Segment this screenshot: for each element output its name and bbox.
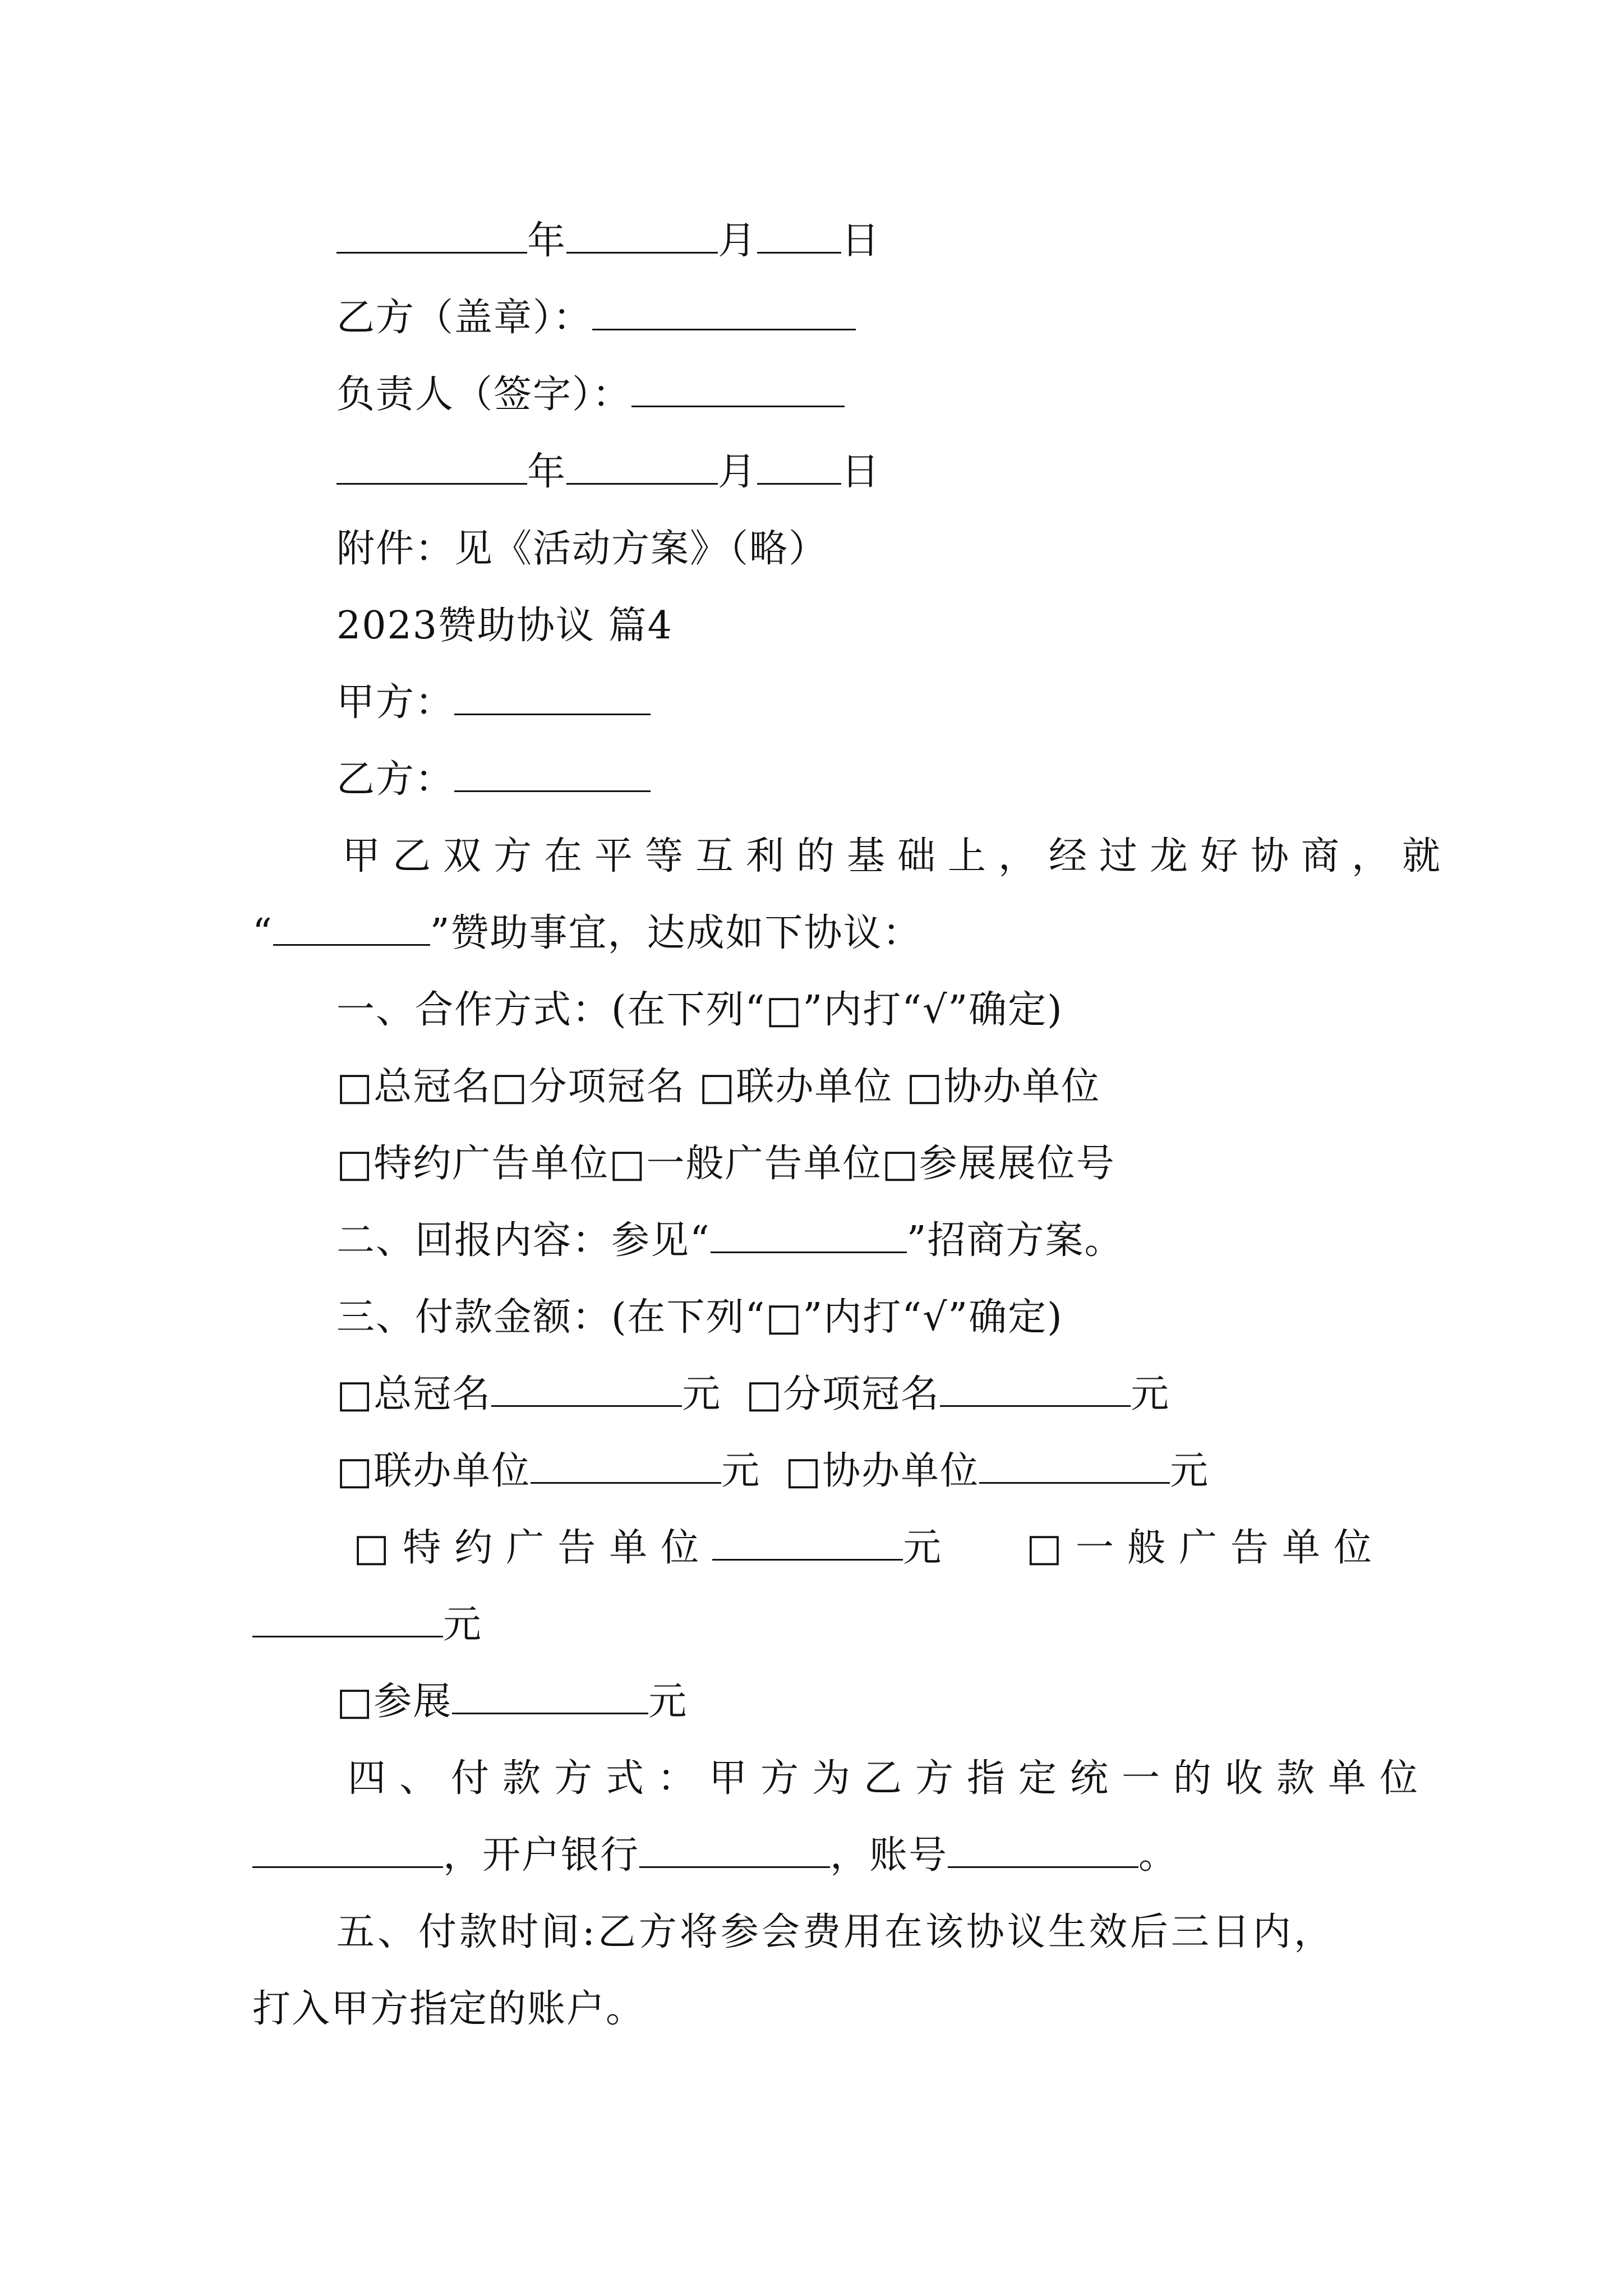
co-organizer-unit: 元 <box>721 1449 761 1493</box>
person-in-charge-label: 负责人（签字）： <box>336 372 632 417</box>
person-in-charge-line <box>336 367 845 423</box>
clause2-line <box>336 1213 1124 1269</box>
clause4-line2 <box>252 1828 1178 1884</box>
clause5-line1 <box>336 1904 1335 1961</box>
month-blank <box>566 452 718 485</box>
section-title-text: 2023赞助协议 篇4 <box>336 604 673 648</box>
party-b-label: 乙方： <box>336 757 455 802</box>
intro-open-quote: “ <box>252 911 273 955</box>
clause5-line2 <box>252 1981 645 2037</box>
party-a-blank <box>454 682 651 715</box>
party-a-line <box>336 675 651 731</box>
party-b-seal-label: 乙方（盖章）： <box>336 296 593 340</box>
party-b-line <box>336 752 651 808</box>
intro-text: 甲乙双方在平等互利的基础上，经过龙好协商，就 <box>342 834 1453 878</box>
intro-line-1 <box>342 829 1453 885</box>
clause2-suffix: ”招商方案。 <box>906 1218 1124 1263</box>
payee-blank <box>252 1835 443 1868</box>
account-label: ，账号 <box>830 1833 948 1878</box>
clause1-row1 <box>336 1059 1100 1115</box>
title-sponsor-unit: 元 <box>682 1372 722 1416</box>
sub-title-unit: 元 <box>1131 1372 1170 1416</box>
day-label: 日 <box>841 450 881 494</box>
person-in-charge-blank <box>631 374 845 407</box>
attachment-line <box>336 521 828 577</box>
clause1-row2 <box>336 1136 1115 1192</box>
general-ad-amount-blank <box>252 1604 443 1637</box>
exhibitor-option: □参展 <box>336 1680 453 1724</box>
clause3-title-text: 三、付款金额：(在下列“□”内打“√”确定) <box>336 1295 1063 1340</box>
year-label: 年 <box>527 219 567 263</box>
sponsor-event-blank <box>273 913 430 946</box>
intro-close-text: ”赞助事宜，达成如下协议： <box>430 911 922 955</box>
day-blank <box>757 220 841 254</box>
clause2-plan-blank <box>711 1220 907 1253</box>
clause3-row3-cont <box>252 1597 482 1653</box>
clause5-text-2: 打入甲方指定的账户。 <box>252 1987 645 2031</box>
month-blank <box>566 220 718 254</box>
year-label: 年 <box>527 450 567 494</box>
special-ad-option: □特约广告单位 <box>353 1526 713 1570</box>
special-ad-unit: 元 <box>903 1526 943 1570</box>
clause1-options-row1: □总冠名□分项冠名 □联办单位 □协办单位 <box>336 1065 1101 1109</box>
bank-blank <box>639 1835 830 1868</box>
clause5-text-1: 五、付款时间:乙方将参会费用在该协议生效后三日内， <box>336 1910 1335 1954</box>
party-a-label: 甲方： <box>336 680 455 725</box>
intro-line-2 <box>252 905 922 961</box>
month-label: 月 <box>718 450 758 494</box>
clause3-row4 <box>336 1674 688 1730</box>
special-ad-amount-blank <box>712 1527 903 1561</box>
year-blank <box>336 452 527 485</box>
section-title <box>336 598 673 654</box>
clause1-options-row2: □特约广告单位□一般广告单位□参展展位号 <box>336 1142 1115 1186</box>
day-blank <box>757 452 841 485</box>
assistant-organizer-unit: 元 <box>1170 1449 1210 1493</box>
clause3-row3 <box>353 1520 1385 1576</box>
clause2-prefix: 二、回报内容：参见“ <box>336 1218 711 1263</box>
sub-title-amount-blank <box>940 1374 1131 1407</box>
bank-label: ，开户银行 <box>443 1833 640 1878</box>
co-organizer-amount-blank <box>531 1451 721 1484</box>
party-b-seal-blank <box>592 297 856 330</box>
clause1-title <box>336 982 1063 1038</box>
general-ad-unit: 元 <box>443 1603 483 1647</box>
party-b-seal-line <box>336 290 856 346</box>
date-line-1 <box>336 213 880 269</box>
exhibitor-unit: 元 <box>648 1680 688 1724</box>
exhibitor-amount-blank <box>452 1681 648 1714</box>
general-ad-option: □一般广告单位 <box>1026 1526 1385 1570</box>
clause4-end: 。 <box>1138 1833 1178 1878</box>
party-b-blank <box>454 759 651 792</box>
clause3-row2 <box>336 1443 1209 1499</box>
account-blank <box>948 1835 1138 1868</box>
co-organizer-option: □联办单位 <box>336 1449 531 1493</box>
assistant-organizer-option: □协办单位 <box>785 1449 980 1493</box>
clause3-row1 <box>336 1366 1170 1423</box>
title-sponsor-option: □总冠名 <box>336 1372 492 1416</box>
assistant-organizer-amount-blank <box>979 1451 1170 1484</box>
sub-title-sponsor-option: □分项冠名 <box>745 1372 940 1416</box>
clause4-text: 四、付款方式：甲方为乙方指定统一的收款单位 <box>348 1756 1432 1801</box>
clause4-line1 <box>348 1751 1432 1807</box>
year-blank <box>336 220 527 254</box>
special-ad-group <box>353 1520 942 1576</box>
day-label: 日 <box>841 219 881 263</box>
title-sponsor-amount-blank <box>491 1374 682 1407</box>
month-label: 月 <box>718 219 758 263</box>
date-line-2 <box>336 444 880 500</box>
clause3-title <box>336 1290 1063 1346</box>
clause1-title-text: 一、合作方式：(在下列“□”内打“√”确定) <box>336 988 1063 1032</box>
attachment-text: 附件：见《活动方案》（略） <box>336 527 828 571</box>
